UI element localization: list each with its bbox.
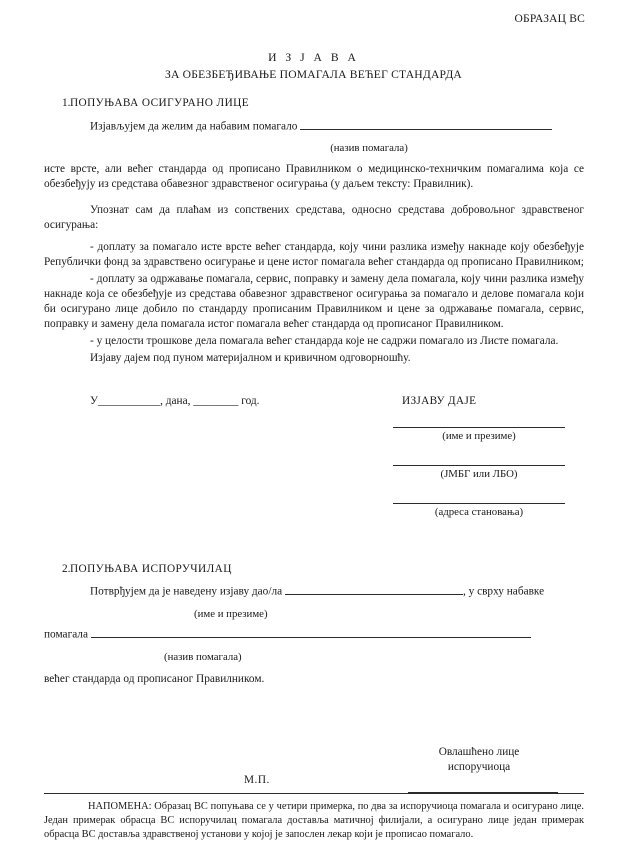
supplier-confirmation-line bbox=[44, 584, 584, 600]
signature-address-caption: (адреса становања) bbox=[434, 505, 524, 518]
obligations-list bbox=[44, 240, 584, 348]
title-subtitle: ЗА ОБЕЗБЕЂИВАЊE ПОМАГАЛА ВЕЋЕГ СТАНДАРДА bbox=[164, 68, 463, 82]
signature-name-block bbox=[374, 426, 584, 443]
insured-name-blank[interactable] bbox=[285, 584, 463, 595]
supplier-aid-blank[interactable] bbox=[91, 627, 531, 638]
supplier-aid-caption: (назив помагала) bbox=[164, 650, 242, 663]
section-1-header bbox=[44, 96, 584, 111]
signature-name-caption: (име и презиме) bbox=[442, 429, 516, 442]
signature-area bbox=[44, 426, 584, 544]
stamp-signature-row bbox=[44, 745, 584, 805]
aid-name-blank[interactable] bbox=[300, 119, 552, 130]
signature-id-caption: (ЈМБГ или ЛБО) bbox=[440, 467, 518, 480]
stamp-placeholder: М.П. bbox=[244, 773, 270, 786]
supplier-aid-line bbox=[44, 627, 584, 643]
same-type-paragraph: исте врсте, али већег стандарда од прописано Правилником о медицинско-техничким помагалима која се обезбеђују из средстава обавезног здравственог осигурања (у даљем тексту: Правилник). bbox=[44, 162, 584, 190]
note-divider bbox=[44, 793, 584, 794]
signature-address-line[interactable] bbox=[393, 502, 565, 504]
signature-name-line[interactable] bbox=[393, 426, 565, 428]
place-date-row bbox=[44, 394, 584, 412]
section-1-number: 1. bbox=[62, 97, 71, 109]
supplier-aid-label: помагала bbox=[44, 628, 88, 641]
list-item: - у целости трошкове дела помагала већег стандарда које не садржи помагало из Листе помагала. bbox=[90, 334, 559, 347]
authorized-person-line2: испоручиоца bbox=[447, 760, 511, 773]
title-main: И З Ј А В А bbox=[268, 51, 359, 64]
aid-name-caption: (назив помагала) bbox=[330, 142, 408, 155]
declarer-label: ИЗЈАВУ ДАЈЕ bbox=[402, 394, 477, 407]
footnote: НАПОМЕНА: Образац ВС попуњава се у четири примерка, по два за испоручиоца помагала и осигурано лице. Један примерак обрасца ВС испоручилац помагала доставља матичној филијали, а осигурано лице један примерак обрасца ВС доставља здравственој установи у којој је запослен лекар који је прописао помагало. bbox=[44, 801, 584, 841]
list-item: - доплату за помагало исте врсте већег стандарда, коју чини разлика између накнаде коју обезбеђује Републички фонд за здравствено осигурање и цене истог помагала већег стандарда од прописано Правилником; bbox=[44, 241, 584, 269]
supplier-confirm-prefix: Потврђујем да је наведену изјаву дао/ла bbox=[90, 586, 283, 599]
supplier-standard-text: већег стандарда од прописаног Правилником. bbox=[44, 672, 265, 685]
aid-declaration-prefix: Изјављујем да желим да набавим помагало bbox=[90, 120, 298, 133]
list-item: - доплату за одржавање помагала, сервис, поправку и замену дела помагала, коју чини разлика између накнаде која се обезбеђује из средстава обавезног здравственог осигурања за помагало и делове помагала који би осигурано лице добило по стандарду прописаним Правилником и цене за одржавање помагала, сервис, поправку и замену дела помагала истог помагала већег стандарда од прописаног Правилником. bbox=[44, 273, 584, 330]
form-code: ОБРАЗАЦ ВС bbox=[514, 13, 585, 25]
document-title bbox=[0, 50, 627, 83]
signature-address-block bbox=[374, 502, 584, 519]
document-body bbox=[44, 90, 584, 805]
section-2-header bbox=[44, 562, 584, 577]
insured-name-caption: (име и презиме) bbox=[194, 607, 268, 620]
section-2-number: 2. bbox=[62, 562, 71, 575]
place-date-field[interactable]: У___________, дана, ________ год. bbox=[90, 394, 260, 407]
signature-id-line[interactable] bbox=[393, 464, 565, 466]
authorized-person-label bbox=[374, 745, 584, 774]
authorized-person-line1: Овлашћено лице bbox=[438, 745, 520, 758]
aware-paragraph: Упознат сам да плаћам из сопствених средстава, односно средстава добровољног здравственог осигурања: bbox=[44, 204, 584, 232]
responsibility-statement: Изјаву дајем под пуном материјалном и кривичном одговорношћу. bbox=[90, 351, 411, 364]
section-2-title: ПОПУЊАВА ИСПОРУЧИЛАЦ bbox=[70, 562, 232, 575]
section-1-title: ПОПУЊАВА ОСИГУРАНО ЛИЦЕ bbox=[70, 97, 250, 109]
signature-id-block bbox=[374, 464, 584, 481]
aid-declaration-line bbox=[44, 119, 584, 135]
supplier-confirm-suffix: , у сврху набавке bbox=[462, 586, 545, 599]
